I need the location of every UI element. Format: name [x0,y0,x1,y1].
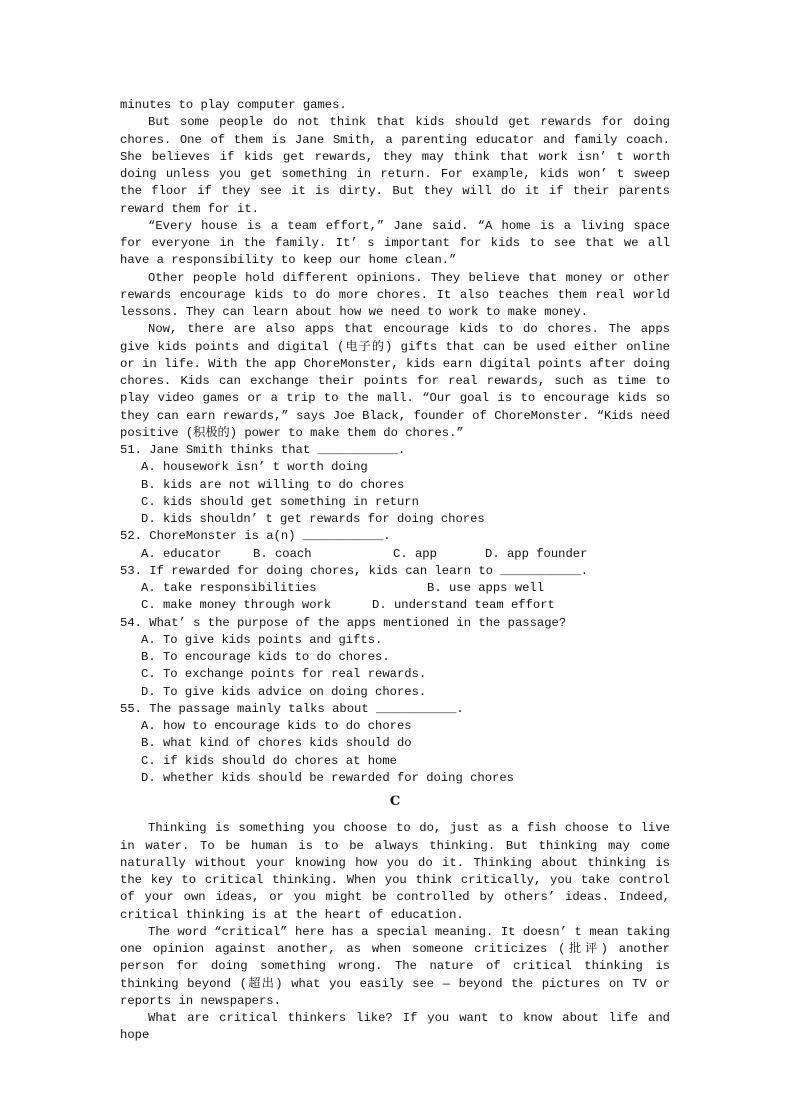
option: A. educator [141,546,222,561]
question-stem: 54. What’ s the purpose of the apps mentioned in the passage? [120,615,567,630]
option: B. kids are not willing to do chores [141,477,405,492]
option: B. use apps well [427,581,545,595]
question-options [120,718,670,787]
option: B. To encourage kids to do chores. [141,650,390,664]
passage-b-paragraph: Other people hold different opinions. They believe that money or other rewards encourage kids to do more chores. It also teaches them real world lessons. They can learn about how we need to work to make money. [120,270,670,319]
passage-c-paragraph: Thinking is something you choose to do, just as a fish choose to live in water. To be human is to be always thinking. But thinking may come naturally without your knowing how you do it. Thinking about thinking is the key to critical thinking. When you think critically, you take control of your own ideas, or you might be controlled by others’ ideas. Indeed, critical thinking is at the heart of education. [120,821,670,922]
question-stem: 53. If rewarded for doing chores, kids can learn to ___________. [120,563,589,578]
question-options [120,580,670,615]
question-options [120,459,670,528]
passage-b-paragraph: Now, there are also apps that encourage kids to do chores. The apps give kids points and digital (电子的) gifts that can be used either online or in life. With the app ChoreMonster, kids earn digital points after doing chores. Kids can exchange their points for real rewards, such as time to play video games or a trip to the mall. “Our goal is to encourage kids so they can earn rewards,” says Joe Black, founder of ChoreMonster. “Kids need positive (积极的) power to make them do chores.” [120,322,670,440]
passage-b-paragraph: “Every house is a team effort,” Jane said. “A home is a living space for everyone in the family. It’ s important for kids to see that we all have a responsibility to keep our home clean.” [120,218,670,268]
option: B. what kind of chores kids should do [141,736,412,751]
question-options [120,546,670,563]
passage-c-paragraph: The word “critical” here has a special meaning. It doesn’ t mean taking one opinion against another, as when someone criticizes (批评) another person for doing something wrong. The nature of critical thinking is thinking beyond (超出) what you easily see — beyond the pictures on TV or reports in newspapers. [120,924,670,1008]
option: D. To give kids advice on doing chores. [141,684,427,699]
passage-b-paragraph: But some people do not think that kids should get rewards for doing chores. One of them is Jane Smith, a parenting educator and family coach. She believes if kids get rewards, they may think that work isn’ t worth doing unless you get something in return. For example, kids won’ t sweep the floor if they see it is dirty. But they will do it if their parents reward them for it. [120,115,670,216]
option: D. kids shouldn’ t get rewards for doing chores [141,512,485,526]
question-stem: 55. The passage mainly talks about ___________. [120,701,464,716]
option: C. make money through work [141,598,332,613]
passage-c-paragraph: What are critical thinkers like? If you want to know about life and hope [120,1011,670,1043]
option: C. app [393,546,437,561]
option: D. understand team effort [372,598,555,613]
option: A. To give kids points and gifts. [141,632,383,647]
document-content [120,97,670,1045]
question-stem: 52. ChoreMonster is a(n) ___________. [120,529,391,544]
option: A. take responsibilities [141,581,317,595]
option: D. app founder [485,546,588,561]
section-title: C [389,794,401,809]
question-options [120,632,670,701]
option: D. whether kids should be rewarded for doing chores [141,770,514,785]
question-stem: 51. Jane Smith thinks that ___________. [120,443,406,457]
option: A. housework isn’ t worth doing [141,460,368,475]
option: B. coach [253,546,312,561]
passage-b-paragraph: minutes to play computer games. [120,98,347,112]
option: A. how to encourage kids to do chores [141,719,412,733]
option: C. To exchange points for real rewards. [141,667,427,682]
option: C. if kids should do chores at home [141,753,397,768]
option: C. kids should get something in return [141,494,419,509]
